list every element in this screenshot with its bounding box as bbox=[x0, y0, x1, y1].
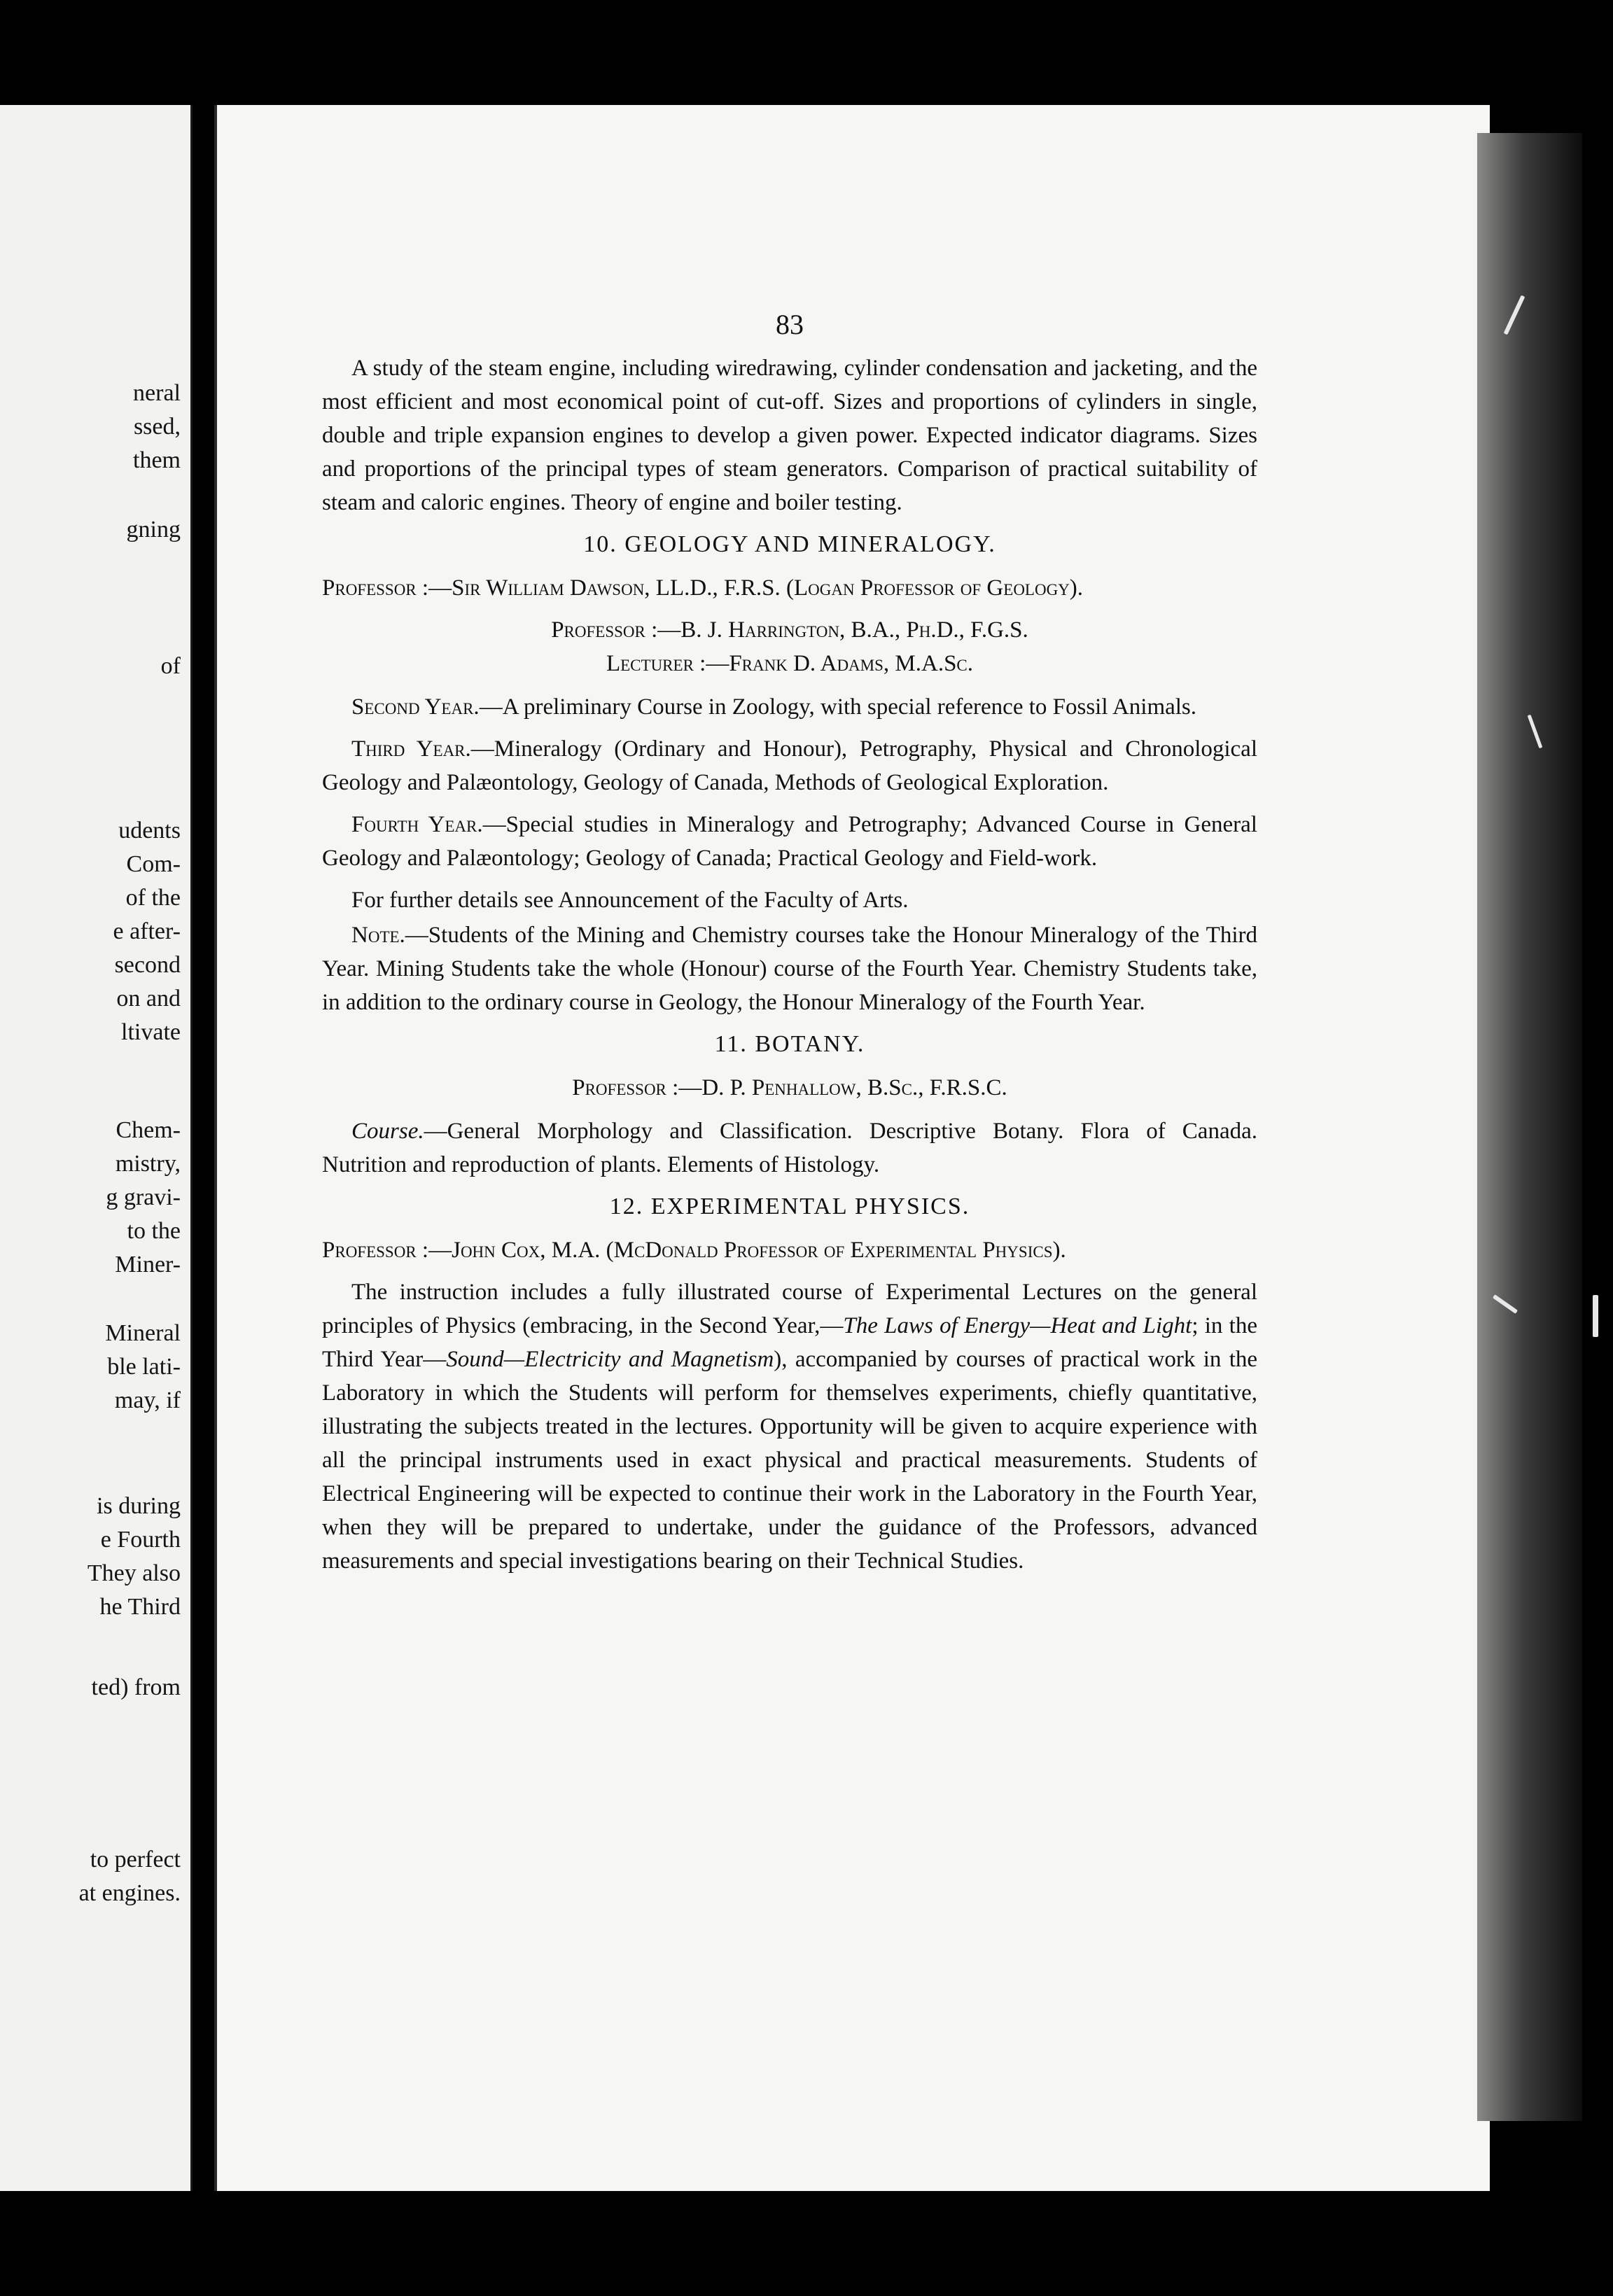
left-fragment: to perfect bbox=[90, 1847, 181, 1872]
fourth-year-text: —Special studies in Mineralogy and Petrography; Advanced Course in General Geology and Palæontology; Geology of Canada; Practical Geology and Field-work. bbox=[322, 812, 1257, 871]
geology-fourth-year bbox=[322, 808, 1257, 875]
physics-text-1: The instruction includes a fully illustrated course of Experimental Lectures on the general principles of Physics (embracing, in the Second Year,— bbox=[322, 1280, 1257, 1338]
section-heading-botany: 11. BOTANY. bbox=[714, 1031, 865, 1057]
left-fragment: Com- bbox=[126, 851, 181, 877]
left-fragment: at engines. bbox=[78, 1880, 181, 1906]
course-text: —General Morphology and Classification. Descriptive Botany. Flora of Canada. Nutrition and reproduction of plants. Elements of Histology. bbox=[322, 1119, 1257, 1177]
section-heading-geology: 10. GEOLOGY AND MINERALOGY. bbox=[583, 531, 996, 557]
left-fragment: Chem- bbox=[116, 1117, 181, 1143]
left-fragment: udents bbox=[118, 818, 181, 844]
left-fragment: ssed, bbox=[133, 414, 181, 440]
course-label: Course. bbox=[351, 1119, 424, 1144]
geology-lecturer-text: Lecturer :—Frank D. Adams, M.A.Sc. bbox=[606, 651, 974, 676]
physics-italic-1: The Laws of Energy—Heat and Light bbox=[843, 1313, 1192, 1338]
left-fragment: is during bbox=[97, 1493, 181, 1519]
left-fragment: ted) from bbox=[91, 1674, 181, 1700]
left-fragment: of bbox=[160, 653, 181, 679]
geology-professor-line bbox=[322, 571, 1257, 605]
physics-italic-2: Sound—Electricity and Magnetism bbox=[446, 1347, 774, 1372]
geology-professor-text: Professor :—Sir William Dawson, LL.D., F.R.S. (Logan Professor of Geology). bbox=[322, 575, 1084, 601]
left-fragment: of the bbox=[125, 885, 181, 911]
left-fragment: e after- bbox=[113, 918, 181, 944]
note-label: Note. bbox=[351, 923, 405, 948]
second-year-label: Second Year. bbox=[351, 694, 480, 720]
left-fragment: They also bbox=[87, 1560, 181, 1586]
left-fragment: Miner- bbox=[115, 1252, 181, 1278]
geology-lecturer-line bbox=[322, 647, 1257, 680]
fourth-year-label: Fourth Year. bbox=[351, 812, 483, 837]
third-year-text: —Mineralogy (Ordinary and Honour), Petrography, Physical and Chronological Geology and Palæontology, Geology of Canada, Methods of Geological Exploration. bbox=[322, 736, 1257, 795]
left-fragment: second bbox=[114, 952, 181, 978]
left-fragment: neral bbox=[133, 380, 181, 406]
left-fragment: them bbox=[133, 447, 181, 473]
page-edge-shadow bbox=[1477, 133, 1582, 2121]
botany-professor-line bbox=[322, 1071, 1257, 1105]
left-fragment: may, if bbox=[114, 1387, 181, 1413]
geology-further-details: For further details see Announcement of the Faculty of Arts. bbox=[351, 888, 909, 913]
left-fragment: mistry, bbox=[115, 1151, 181, 1177]
page-number: 83 bbox=[776, 309, 804, 340]
physics-paragraph bbox=[322, 1275, 1257, 1578]
botany-professor-text: Professor :—D. P. Penhallow, B.Sc., F.R.S.C. bbox=[572, 1075, 1007, 1100]
left-fragment: gning bbox=[126, 517, 181, 542]
geology-note bbox=[322, 918, 1257, 1019]
left-fragment: Mineral bbox=[105, 1320, 181, 1346]
left-fragment: ble lati- bbox=[107, 1354, 181, 1380]
intro-paragraph: A study of the steam engine, including wiredrawing, cylinder condensation and jacketing, and the most efficient and most economical point of cut-off. Sizes and proportions of cylinders in single, double and triple expansion engines to develop a given power. Expected indicator diagrams. Sizes and proportions of the principal types of steam generators. Comparison of practical suitability of steam and caloric engines. Theory of engine and boiler testing. bbox=[322, 356, 1257, 515]
left-facing-page bbox=[0, 105, 193, 2191]
page-content bbox=[322, 308, 1257, 1586]
note-text: —Students of the Mining and Chemistry courses take the Honour Mineralogy of the Third Year. Mining Students take the whole (Honour) course of the Fourth Year. Chemistry Students take, in addition to the ordinary course in Geology, the Honour Mineralogy of the Fourth Year. bbox=[322, 923, 1257, 1015]
left-fragment: g gravi- bbox=[106, 1184, 181, 1210]
physics-professor-line bbox=[322, 1233, 1257, 1267]
second-year-text: —A preliminary Course in Zoology, with special reference to Fossil Animals. bbox=[479, 694, 1197, 720]
left-fragment: ltivate bbox=[121, 1019, 181, 1045]
section-heading-physics: 12. EXPERIMENTAL PHYSICS. bbox=[609, 1194, 970, 1219]
left-fragment: e Fourth bbox=[100, 1527, 181, 1553]
geology-professor-2-text: Professor :—B. J. Harrington, B.A., Ph.D., F.G.S. bbox=[551, 617, 1028, 643]
geology-second-year bbox=[322, 690, 1257, 724]
geology-professor-line-2 bbox=[322, 613, 1257, 647]
physics-text-2: ; in the Third Year— bbox=[322, 1313, 1257, 1372]
scan-speck bbox=[1593, 1295, 1598, 1337]
botany-course bbox=[322, 1114, 1257, 1182]
third-year-label: Third Year. bbox=[351, 736, 471, 762]
left-fragment: on and bbox=[116, 986, 181, 1011]
physics-professor-text: Professor :—John Cox, M.A. (McDonald Professor of Experimental Physics). bbox=[322, 1238, 1066, 1263]
left-fragment: he Third bbox=[99, 1594, 181, 1620]
geology-third-year bbox=[322, 732, 1257, 799]
physics-text-3: ), accompanied by courses of practical work in the Laboratory in which the Students will perform for themselves experiments, chiefly quantitative, illustrating the subjects treated in the lectures. Opportunity will be given to acquire experience with all the principal instruments used in exact physical and practical measurements. Students of Electrical Engineering will be expected to continue their work in the Laboratory in the Fourth Year, when they will be prepared to undertake, under the guidance of the Professors, advanced measurements and special investigations bearing on their Technical Studies. bbox=[322, 1347, 1258, 1574]
left-fragment: to the bbox=[127, 1218, 181, 1244]
